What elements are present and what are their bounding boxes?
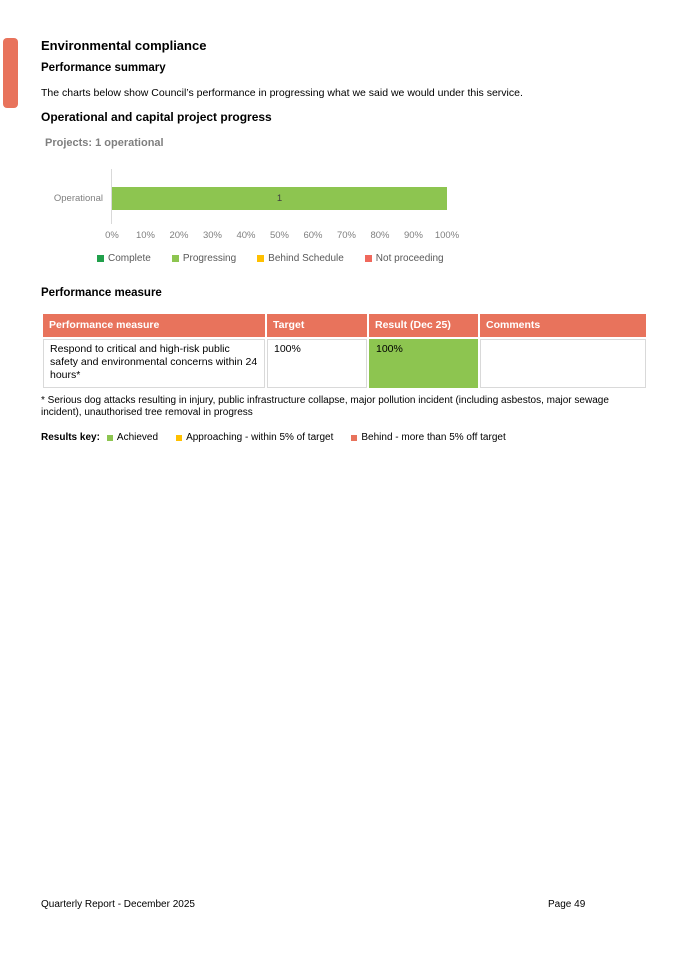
key-swatch-behind — [351, 435, 357, 441]
page-content — [41, 38, 648, 443]
results-key — [41, 432, 648, 443]
project-progress-heading: Operational and capital project progress — [41, 110, 272, 124]
legend-swatch-progressing — [172, 255, 179, 262]
key-item-achieved — [107, 432, 158, 443]
tick-label: 70% — [336, 230, 357, 241]
legend-label: Behind Schedule — [268, 253, 344, 264]
tick-label: 60% — [303, 230, 323, 241]
progressing-bar — [112, 187, 447, 210]
key-label: Achieved — [116, 432, 159, 443]
category-label: Operational — [53, 193, 103, 204]
key-label: Approaching - within 5% of target — [186, 432, 334, 443]
key-item-approaching — [176, 432, 333, 443]
performance-measure-table — [41, 312, 648, 390]
page-title: Environmental compliance — [41, 38, 207, 53]
tick-label: 80% — [370, 230, 390, 241]
header-result: Result (Dec 25) — [369, 314, 478, 337]
legend-item-not-proceeding — [365, 253, 444, 264]
cell-comments — [480, 339, 646, 388]
chart-legend — [97, 253, 444, 264]
table-header-row — [43, 314, 646, 337]
key-item-behind — [351, 432, 505, 443]
tick-label: 90% — [403, 230, 424, 241]
legend-label: Complete — [108, 253, 151, 264]
cell-result: 100% — [369, 339, 478, 388]
header-comments: Comments — [480, 314, 646, 337]
legend-item-behind-schedule — [257, 253, 344, 264]
tick-label: 20% — [169, 230, 189, 241]
key-label: Behind - more than 5% off target — [361, 432, 506, 443]
project-progress-chart — [41, 167, 648, 277]
table-row — [43, 339, 646, 388]
tick-label: 0% — [105, 230, 119, 241]
performance-summary-heading: Performance summary — [41, 62, 166, 74]
legend-label: Progressing — [182, 253, 237, 264]
header-performance-measure: Performance measure — [43, 314, 265, 337]
footnote: * Serious dog attacks resulting in injury, public infrastructure collapse, major pollution incident (including asbestos, major sewage incident), unauthorised tree removal in progress — [41, 395, 609, 418]
footer-report-name: Quarterly Report - December 2025 — [41, 899, 195, 910]
cell-target: 100% — [267, 339, 367, 388]
tick-label: 50% — [269, 230, 290, 241]
legend-swatch-complete — [97, 255, 104, 262]
results-key-label: Results key: — [41, 432, 100, 443]
tick-label: 30% — [202, 230, 223, 241]
tick-label: 100% — [434, 230, 460, 241]
tick-label: 40% — [236, 230, 256, 241]
legend-swatch-behind-schedule — [257, 255, 264, 262]
intro-text: The charts below show Council’s performance in progressing what we said we would under this service. — [41, 87, 523, 99]
side-tab-marker — [3, 38, 18, 108]
key-swatch-achieved — [107, 435, 113, 441]
tick-label: 10% — [135, 230, 156, 241]
chart-title: Projects: 1 operational — [45, 137, 164, 149]
legend-label: Not proceeding — [375, 253, 444, 264]
bar-value-label: 1 — [276, 193, 283, 204]
legend-swatch-not-proceeding — [365, 255, 372, 262]
header-target: Target — [267, 314, 367, 337]
cell-measure: Respond to critical and high-risk public safety and environmental concerns within 24 hours* — [43, 339, 265, 388]
legend-item-progressing — [172, 253, 236, 264]
legend-item-complete — [97, 253, 151, 264]
key-swatch-approaching — [176, 435, 182, 441]
performance-measure-heading: Performance measure — [41, 287, 162, 299]
footer-page-number: Page 49 — [548, 899, 586, 910]
x-axis-ticks — [105, 230, 460, 242]
